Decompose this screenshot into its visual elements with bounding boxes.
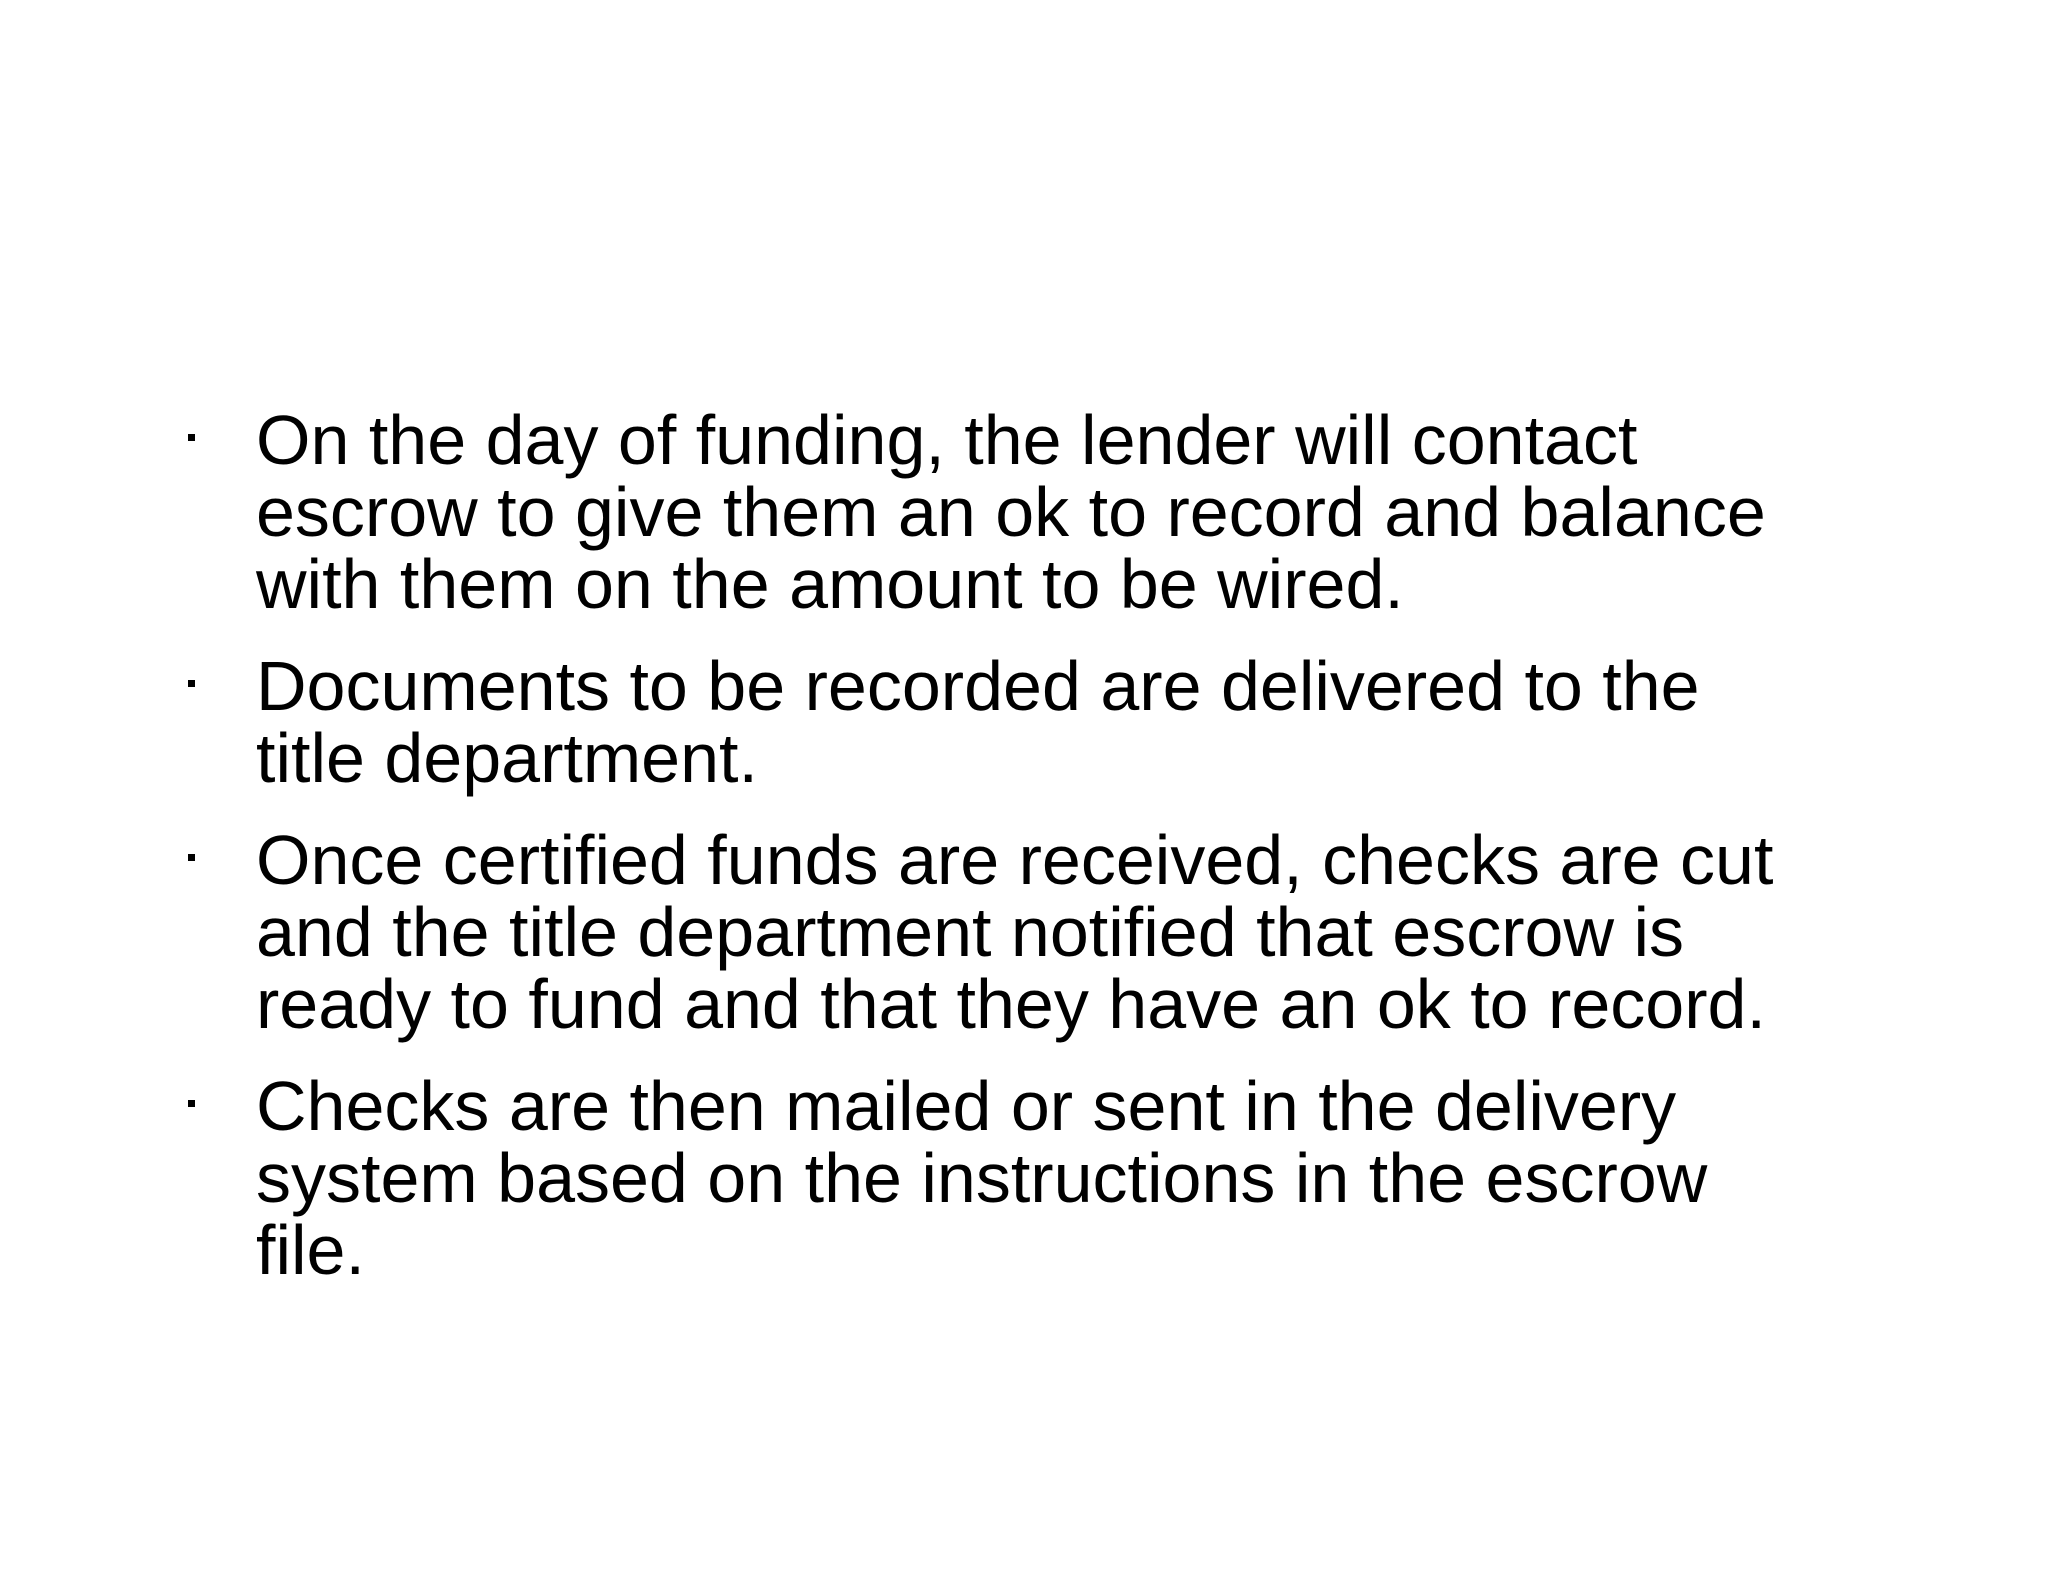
bullet-list <box>180 401 1900 1289</box>
bullet-text-line: file. <box>256 1211 365 1289</box>
bullet-text-line: Checks are then mailed or sent in the delivery <box>256 1067 1677 1145</box>
square-bullet-icon <box>188 434 195 441</box>
bullet-text <box>256 647 1900 797</box>
square-bullet-icon <box>188 1100 195 1107</box>
bullet-text-line: title department. <box>256 719 758 797</box>
bullet-text <box>256 1067 1900 1289</box>
bullet-text-line: Documents to be recorded are delivered to the <box>256 647 1700 725</box>
bullet-item <box>180 401 1900 623</box>
bullet-text-line: On the day of funding, the lender will contact <box>256 401 1638 479</box>
bullet-text-line: and the title department notified that escrow is <box>256 893 1685 971</box>
bullet-text <box>256 401 1900 623</box>
bullet-text-line: with them on the amount to be wired. <box>256 545 1404 623</box>
bullet-item <box>180 1067 1900 1289</box>
square-bullet-icon <box>188 854 195 861</box>
bullet-text-line: Once certified funds are received, checks are cut <box>256 821 1774 899</box>
bullet-item <box>180 821 1900 1043</box>
bullet-text-line: system based on the instructions in the escrow <box>256 1139 1708 1217</box>
bullet-text-line: ready to fund and that they have an ok to record. <box>256 965 1766 1043</box>
bullet-item <box>180 647 1900 797</box>
bullet-text-line: escrow to give them an ok to record and balance <box>256 473 1766 551</box>
square-bullet-icon <box>188 680 195 687</box>
bullet-text <box>256 821 1900 1043</box>
